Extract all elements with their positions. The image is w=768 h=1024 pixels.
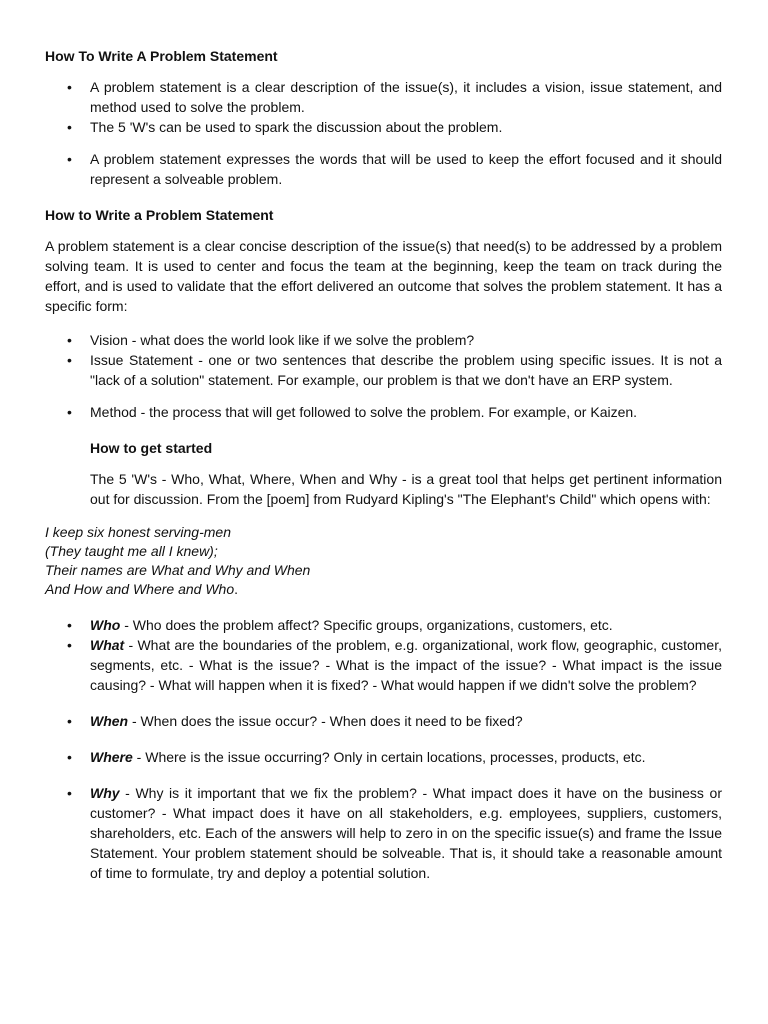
keyword: What — [90, 637, 125, 653]
list-item-where — [45, 747, 722, 767]
list-item — [45, 149, 722, 189]
bullet-icon: • — [67, 119, 72, 135]
list-item — [45, 350, 722, 390]
bullet-icon: • — [67, 332, 72, 348]
bullet-icon: • — [67, 404, 72, 420]
poem-line-last — [45, 580, 722, 599]
list-item-who — [45, 615, 722, 635]
bullet-icon: • — [67, 352, 72, 368]
list-item-text: - What are the boundaries of the problem, e.g. organizational, work flow, geographic, customer, segments, etc. - What is the issue? - What is the impact of the issue? - What impact is the issue causing? - What will happen when it is fixed? - What would happen if we didn't solve the problem? — [90, 637, 722, 693]
list-item-text: - Why is it important that we fix the problem? - What impact does it have on the business or customer? - What impact does it have on all stakeholders, e.g. employees, suppliers, customers, shareholders, etc. Each of the answers will help to zero in on the specific issue(s) and frame the Issue Statement. Your problem statement should be solveable. That is, it should take a reasonable amount of time to formulate, try and deploy a potential solution. — [90, 785, 722, 881]
list-item-text: - When does the issue occur? - When does it need to be fixed? — [128, 713, 523, 729]
keyword: When — [90, 713, 129, 729]
bullet-icon: • — [67, 617, 72, 633]
poem-line: Their names are What and Why and When — [45, 562, 311, 578]
list-item-text: A problem statement expresses the words that will be used to keep the effort focused and it should represent a solveable problem. — [90, 151, 722, 187]
poem-end-punct: . — [234, 581, 238, 597]
section-heading-1: How To Write A Problem Statement — [45, 48, 278, 64]
poem-quote — [45, 523, 722, 599]
poem-line: (They taught me all I knew); — [45, 543, 218, 559]
section-heading-2: How to Write a Problem Statement — [45, 207, 274, 223]
list-item — [45, 77, 722, 117]
keyword: Who — [90, 617, 121, 633]
list-item-what — [45, 635, 722, 695]
list-item — [45, 330, 722, 350]
keyword: Why — [90, 785, 120, 801]
bullet-icon: • — [67, 785, 72, 801]
get-started-block — [45, 438, 722, 509]
bullet-list-2 — [45, 330, 722, 422]
list-item — [45, 402, 722, 422]
bullet-icon: • — [67, 79, 72, 95]
five-ws-list — [45, 615, 722, 883]
list-item-text: - Where is the issue occurring? Only in certain locations, processes, products, etc. — [132, 749, 646, 765]
poem-line: And How and Where and Who — [45, 581, 235, 597]
list-item-text: - Who does the problem affect? Specific groups, organizations, customers, etc. — [120, 617, 613, 633]
paragraph: A problem statement is a clear concise description of the issue(s) that need(s) to be addressed by a problem solving team. It is used to center and focus the team at the beginning, keep the team on track during the effort, and is used to validate that the effort delivered an outcome that solves the problem statement. It has a specific form: — [45, 238, 722, 314]
bullet-icon: • — [67, 713, 72, 729]
bullet-list-1 — [45, 77, 722, 189]
paragraph: The 5 'W's - Who, What, Where, When and Why - is a great tool that helps get pertinent information out for discussion. From the [poem] from Rudyard Kipling's "The Elephant's Child" which opens with: — [90, 471, 722, 507]
bullet-icon: • — [67, 637, 72, 653]
section-heading-3: How to get started — [90, 440, 213, 456]
bullet-icon: • — [67, 151, 72, 167]
list-item-text: Vision - what does the world look like if we solve the problem? — [90, 332, 475, 348]
list-item-text: The 5 'W's can be used to spark the discussion about the problem. — [90, 119, 503, 135]
list-item-text: A problem statement is a clear description of the issue(s), it includes a vision, issue statement, and method used to solve the problem. — [90, 79, 722, 115]
keyword: Where — [90, 749, 133, 765]
bullet-icon: • — [67, 749, 72, 765]
poem-line: I keep six honest serving-men — [45, 524, 231, 540]
list-item-text: Method - the process that will get followed to solve the problem. For example, or Kaizen. — [90, 404, 638, 420]
list-item-why — [45, 783, 722, 883]
list-item — [45, 117, 722, 137]
list-item-when — [45, 711, 722, 731]
list-item-text: Issue Statement - one or two sentences that describe the problem using specific issues. It is not a "lack of a solution" statement. For example, our problem is that we don't have an ERP system. — [90, 352, 722, 388]
